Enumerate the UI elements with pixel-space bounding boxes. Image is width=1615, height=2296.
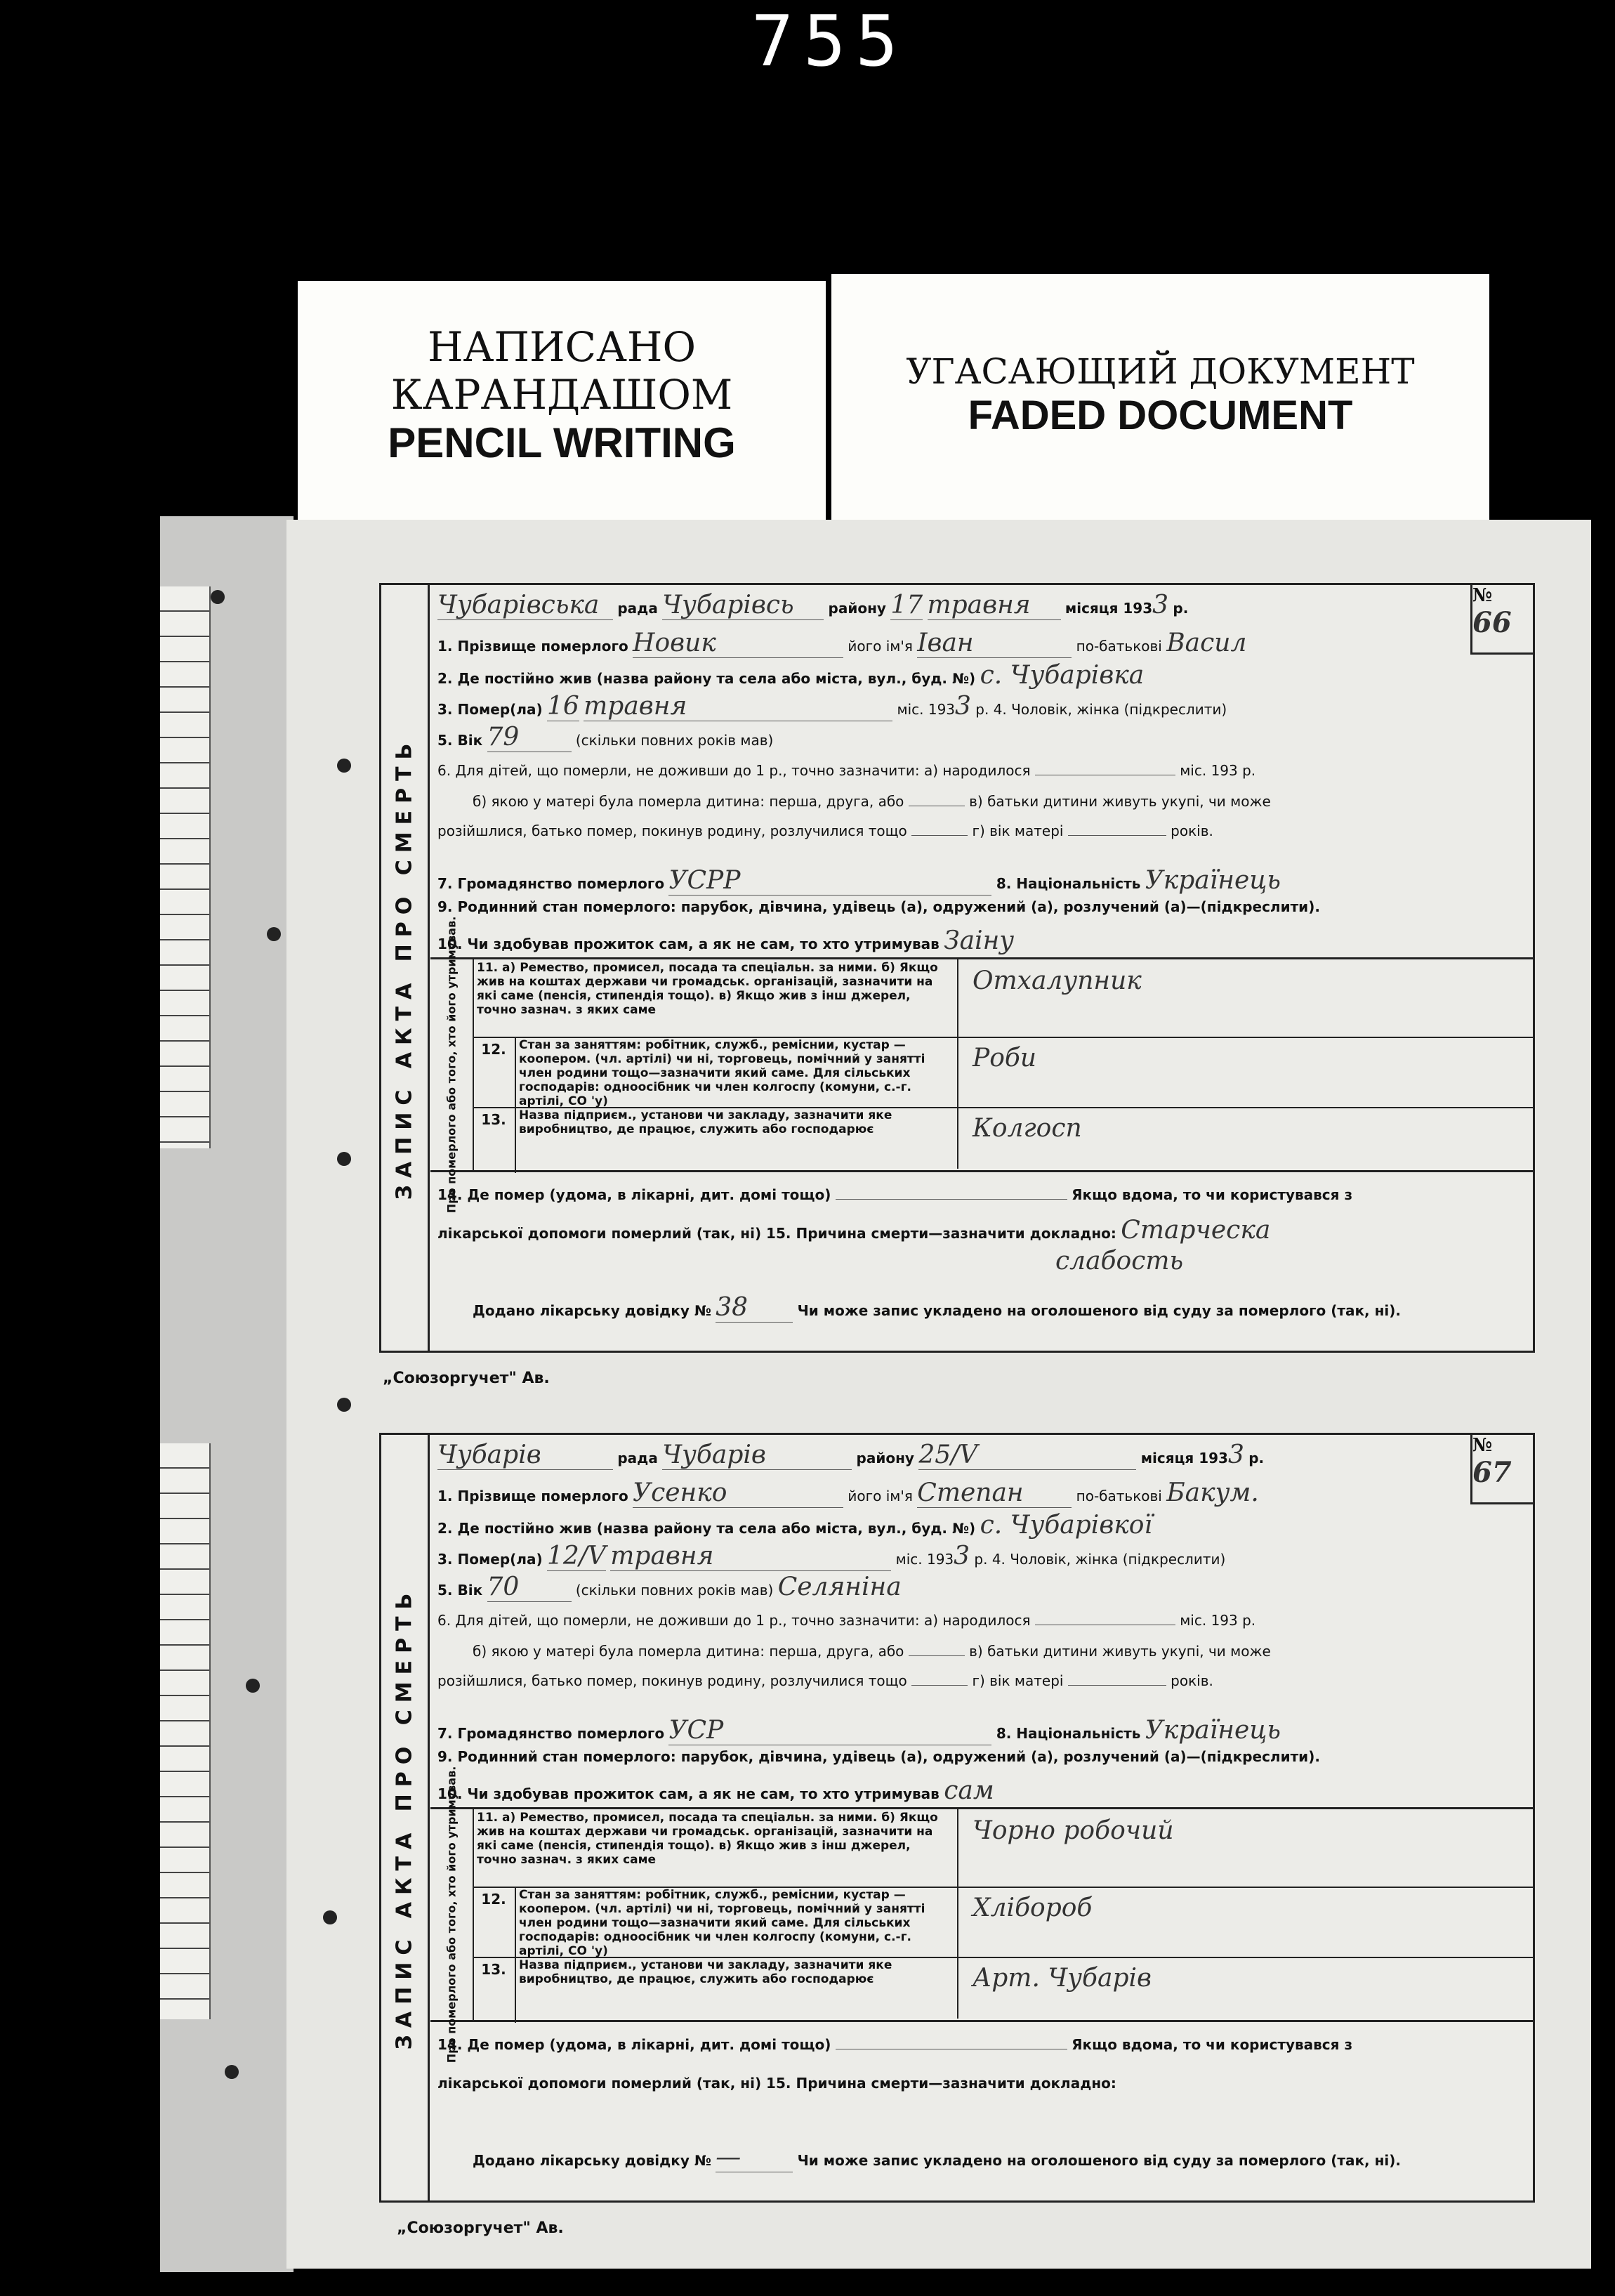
line-6c [437, 1672, 1463, 1698]
raion-value: Чубарівсь [662, 591, 824, 620]
line-6c [437, 822, 1463, 848]
l6c-end: років. [1171, 822, 1213, 839]
workplace-cell [957, 1957, 1533, 2019]
label-line: FADED DOCUMENT [968, 393, 1353, 438]
s13-text: Назва підприєм., установи чи закладу, зазначити яке виробництво, де працює, служить або господарює [519, 1958, 892, 1986]
l6b-end: в) батьки дитини живуть укупі, чи може [969, 1643, 1271, 1660]
death-record-form-1 [379, 583, 1535, 1353]
surname-value: Новик [633, 629, 843, 658]
record-number: 67 [1472, 1456, 1512, 1489]
l3-mis-label: міс. 193 [897, 701, 956, 718]
l1-patr-label: по-батькові [1076, 638, 1162, 655]
occupation-value: Чорно робочий [973, 1816, 1174, 1845]
s12-num: 12. [473, 1037, 516, 1111]
l14-end: Якщо вдома, то чи користувався з [1072, 1186, 1353, 1203]
punch-hole-icon [337, 1398, 351, 1412]
death-record-form-2 [379, 1433, 1535, 2203]
status-row [473, 1037, 1533, 1108]
year-value: 3 [1227, 1441, 1244, 1469]
l5-rest: (скільки повних років мав) [575, 732, 774, 749]
l6c-end: років. [1171, 1672, 1213, 1689]
month-value: травня [928, 591, 1061, 620]
cause-value-1: Старческа [1121, 1216, 1271, 1245]
l3-mis-label: міс. 193 [895, 1551, 954, 1568]
l16-end: Чи може запис укладено на оголошеного від суду за померлого (так, ні). [797, 2152, 1401, 2169]
residence-value: с. Чубарівка [980, 661, 1145, 690]
line-16 [473, 2143, 1463, 2172]
l14-text: 14. Де помер (удома, в лікарні, дит. домі тощо) [437, 2036, 831, 2053]
occupation-value: Отхалупник [973, 966, 1142, 995]
l10-label: 10. Чи здобував прожиток сам, а як не сам, то хто утримував [437, 1785, 940, 1802]
line-3 [437, 1542, 1463, 1570]
workplace-row [473, 1107, 1533, 1169]
died-month-value: травня [584, 692, 892, 721]
line-1 [437, 629, 1463, 657]
citizenship-value: УСРР [668, 866, 991, 896]
line-16 [473, 1293, 1463, 1322]
status-value: Роби [973, 1044, 1037, 1072]
l5-rest: (скільки повних років мав) [575, 1582, 774, 1599]
l1-name-label: його ім'я [848, 638, 913, 655]
occupation-row [473, 1809, 1533, 1888]
l3-label: 3. Помер(ла) [437, 701, 543, 718]
line-6a [437, 762, 1463, 787]
l3-label: 3. Помер(ла) [437, 1551, 543, 1568]
supported-by-value: сам [944, 1776, 994, 1805]
status-cell [957, 1887, 1533, 1957]
name-value: Степан [917, 1478, 1072, 1508]
binder-strip [160, 1443, 211, 2019]
l6a-text: 6. Для дітей, що померли, не доживши до 1 р., точно зазначити: а) народилося [437, 1612, 1031, 1629]
line-15b [437, 2097, 1463, 2122]
occupation-row [473, 959, 1533, 1038]
punch-hole-icon [267, 927, 281, 941]
header-row [437, 1441, 1463, 1469]
l6c-text: розійшлися, батько помер, покинув родину, розлучилися тощо [437, 1672, 907, 1689]
line-7-8 [437, 866, 1463, 895]
l9-text: 9. Родинний стан померлого: парубок, дівчина, удівець (а), одружений (а), розлучений (а)—(підкреслити). [437, 1748, 1320, 1765]
day-value: 25/V [918, 1441, 1136, 1470]
l16-end: Чи може запис укладено на оголошеного від суду за померлого (так, ні). [797, 1302, 1401, 1319]
l6b-text: б) якою у матері була померла дитина: перша, друга, або [473, 1643, 904, 1660]
line-6b [473, 793, 1463, 818]
workplace-cell [957, 1107, 1533, 1169]
month-label: місяця 193 [1064, 600, 1153, 617]
s11-text: 11. а) Ремество, промисел, посада та спеціальн. за ними. б) Якщо жив на коштах держави чи громадськ. організацій, зазначити на які саме (пенсія, стипендія тощо). в) Якщо жив з інш джерел, точно зазнач. з яких саме [477, 961, 938, 1017]
side-title: ЗАПИС АКТА ПРО СМЕРТЬ [381, 1435, 430, 2200]
l16-label: Додано лікарську довідку № [473, 2152, 711, 2169]
year-suffix: р. [1173, 600, 1189, 617]
form-content [430, 1435, 1470, 2200]
line-6b [473, 1643, 1463, 1668]
status-value: Хлібороб [973, 1894, 1093, 1922]
l8-label: 8. Національність [996, 1725, 1141, 1742]
rada-value: Чубарівська [437, 591, 613, 620]
l2-label: 2. Де постійно жив (назва району та села або міста, вул., буд. №) [437, 1520, 976, 1537]
l7-label: 7. Громадянство померлого [437, 1725, 665, 1742]
status-cell [957, 1037, 1533, 1107]
label-line: УГАСАЮЩИЙ ДОКУМЕНТ [906, 351, 1415, 392]
nationality-value: Українець [1145, 1716, 1281, 1745]
occupation-cell [957, 959, 1533, 1037]
cause-value-2: слабость [1055, 1247, 1184, 1275]
residence-value: с. Чубарівкої [980, 1511, 1152, 1540]
s13-num: 13. [473, 1957, 516, 2023]
line-10 [437, 926, 1463, 955]
died-day-value: 12/V [546, 1542, 606, 1570]
line-6a [437, 1612, 1463, 1637]
age-value: 70 [487, 1573, 572, 1602]
l9-text: 9. Родинний стан померлого: парубок, дівчина, удівець (а), одружений (а), розлучений (а)—(підкреслити). [437, 898, 1320, 915]
rada-value: Чубарів [437, 1441, 613, 1470]
died-year-value: 3 [954, 1542, 970, 1570]
died-day-value: 16 [546, 692, 579, 721]
l1-label: 1. Прізвище померлого [437, 1488, 628, 1504]
l1-name-label: його ім'я [848, 1488, 913, 1504]
form-content [430, 585, 1470, 1351]
cert-no-value: — [716, 2143, 793, 2172]
citizenship-value: УСР [668, 1716, 991, 1745]
line-2 [437, 1511, 1463, 1540]
l15-text: лікарської допомоги померлий (так, ні) 15. Причина смерти—зазначити докладно: [437, 2075, 1116, 2092]
sub-side-title: Про померлого або того, хто його утримував. [430, 1809, 474, 2020]
line-14 [437, 1186, 1463, 1212]
line-15 [437, 2066, 1463, 2091]
l6a-end: міс. 193 р. [1180, 762, 1256, 779]
line-2 [437, 661, 1463, 690]
line-14 [437, 2036, 1463, 2061]
s12-num: 12. [473, 1887, 516, 1961]
l6c-text: розійшлися, батько помер, покинув родину, розлучилися тощо [437, 822, 907, 839]
s12-text: Стан за заняттям: робітник, служб., реміснии, кустар — коопером. (чл. артілі) чи ні, торговець, помічний у занятті член родини тощо—зазначити який саме. Для сільських господарів: одноосібник чи член колгоспу (комуни, с.-г. артілі, СО 'у) [519, 1888, 925, 1958]
punch-hole-icon [246, 1679, 260, 1693]
age-extra-value: Селяніна [777, 1573, 902, 1601]
s13-num: 13. [473, 1107, 516, 1173]
no-label: № [1472, 585, 1493, 606]
l3-sex-label: р. 4. Чоловік, жінка (підкреслити) [974, 1551, 1226, 1568]
l5-label: 5. Вік [437, 732, 483, 749]
publisher-footer: „Союзоргучет" Ав. [383, 1370, 550, 1387]
workplace-value: Арт. Чубарів [973, 1964, 1152, 1993]
rada-label: рада [617, 600, 658, 617]
header-row [437, 591, 1463, 619]
year-suffix: р. [1248, 1450, 1265, 1467]
l14-text: 14. Де помер (удома, в лікарні, дит. домі тощо) [437, 1186, 831, 1203]
punch-hole-icon [211, 590, 225, 604]
l14-end: Якщо вдома, то чи користувався з [1072, 2036, 1353, 2053]
month-label: місяця 193 [1140, 1450, 1228, 1467]
punch-hole-icon [337, 1152, 351, 1166]
frame-number: 755 [751, 0, 908, 82]
binder-strip [160, 586, 211, 1148]
died-year-value: 3 [955, 692, 971, 721]
l2-label: 2. Де постійно жив (назва району та села або міста, вул., буд. №) [437, 670, 976, 687]
line-7-8 [437, 1716, 1463, 1745]
l3-sex-label: р. 4. Чоловік, жінка (підкреслити) [975, 701, 1227, 718]
nationality-value: Українець [1145, 866, 1281, 895]
binder-edge [160, 516, 294, 2272]
patronymic-value: Бакум. [1166, 1478, 1259, 1507]
rada-label: рада [617, 1450, 658, 1467]
line-1 [437, 1478, 1463, 1507]
line-15b [437, 1247, 1463, 1275]
l8-label: 8. Національність [996, 875, 1141, 892]
l6b-text: б) якою у матері була померла дитина: перша, друга, або [473, 793, 904, 810]
line-3 [437, 692, 1463, 721]
l6a-end: міс. 193 р. [1180, 1612, 1256, 1629]
line-15 [437, 1216, 1463, 1245]
record-number-box [1470, 1435, 1533, 1504]
label-line: НАПИСАНО [427, 323, 697, 371]
l1-patr-label: по-батькові [1076, 1488, 1162, 1504]
cert-no-value: 38 [716, 1293, 793, 1323]
record-number-box [1470, 585, 1533, 655]
punch-hole-icon [225, 2065, 239, 2079]
raion-value: Чубарів [662, 1441, 852, 1470]
label-line: КАРАНДАШОМ [390, 371, 733, 419]
died-month-value: травня [610, 1542, 891, 1571]
line-10 [437, 1776, 1463, 1805]
raion-label: району [856, 1450, 914, 1467]
line-5 [437, 1573, 1463, 1601]
s13-text: Назва підприєм., установи чи закладу, зазначити яке виробництво, де працює, служить або господарює [519, 1108, 892, 1136]
status-row [473, 1887, 1533, 1958]
no-label: № [1472, 1435, 1493, 1456]
surname-value: Усенко [633, 1478, 843, 1508]
l10-label: 10. Чи здобував прожиток сам, а як не сам, то хто утримував [437, 936, 940, 952]
l5-label: 5. Вік [437, 1582, 483, 1599]
faded-document-label [831, 274, 1489, 520]
l7-label: 7. Громадянство померлого [437, 875, 665, 892]
s11-text: 11. а) Ремество, промисел, посада та спеціальн. за ними. б) Якщо жив на коштах держави чи громадськ. організацій, зазначити на які саме (пенсія, стипендія тощо). в) Якщо жив з інш джерел, точно зазнач. з яких саме [477, 1811, 938, 1867]
l6c-mid: г) вік матері [972, 1672, 1064, 1689]
record-number: 66 [1472, 606, 1512, 639]
day-value: 17 [890, 591, 923, 619]
age-value: 79 [487, 723, 572, 752]
l16-label: Додано лікарську довідку № [473, 1302, 711, 1319]
supported-by-value: Заіну [944, 926, 1015, 955]
side-title: ЗАПИС АКТА ПРО СМЕРТЬ [381, 585, 430, 1351]
l15-text: лікарської допомоги померлий (так, ні) 15. Причина смерти—зазначити докладно: [437, 1225, 1116, 1242]
patronymic-value: Васил [1166, 629, 1247, 657]
s12-text: Стан за заняттям: робітник, служб., реміснии, кустар — коопером. (чл. артілі) чи ні, торговець, помічний у занятті член родини тощо—зазначити який саме. Для сільських господарів: одноосібник чи член колгоспу (комуни, с.-г. артілі, СО 'у) [519, 1038, 925, 1108]
pencil-writing-label [298, 281, 826, 520]
l6a-text: 6. Для дітей, що померли, не доживши до 1 р., точно зазначити: а) народилося [437, 762, 1031, 779]
label-line: PENCIL WRITING [388, 419, 736, 466]
l6c-mid: г) вік матері [972, 822, 1064, 839]
year-value: 3 [1152, 591, 1169, 619]
l6b-end: в) батьки дитини живуть укупі, чи може [969, 793, 1271, 810]
line-9 [437, 1748, 1463, 1773]
raion-label: району [828, 600, 886, 617]
sub-side-title: Про померлого або того, хто його утримував. [430, 959, 474, 1170]
occupation-cell [957, 1809, 1533, 1887]
workplace-value: Колгосп [973, 1114, 1082, 1143]
name-value: Іван [917, 629, 1072, 658]
workplace-row [473, 1957, 1533, 2019]
l1-label: 1. Прізвище померлого [437, 638, 628, 655]
line-5 [437, 723, 1463, 752]
line-9 [437, 898, 1463, 924]
punch-hole-icon [337, 759, 351, 773]
punch-hole-icon [323, 1910, 337, 1924]
publisher-footer: „Союзоргучет" Ав. [397, 2219, 564, 2237]
